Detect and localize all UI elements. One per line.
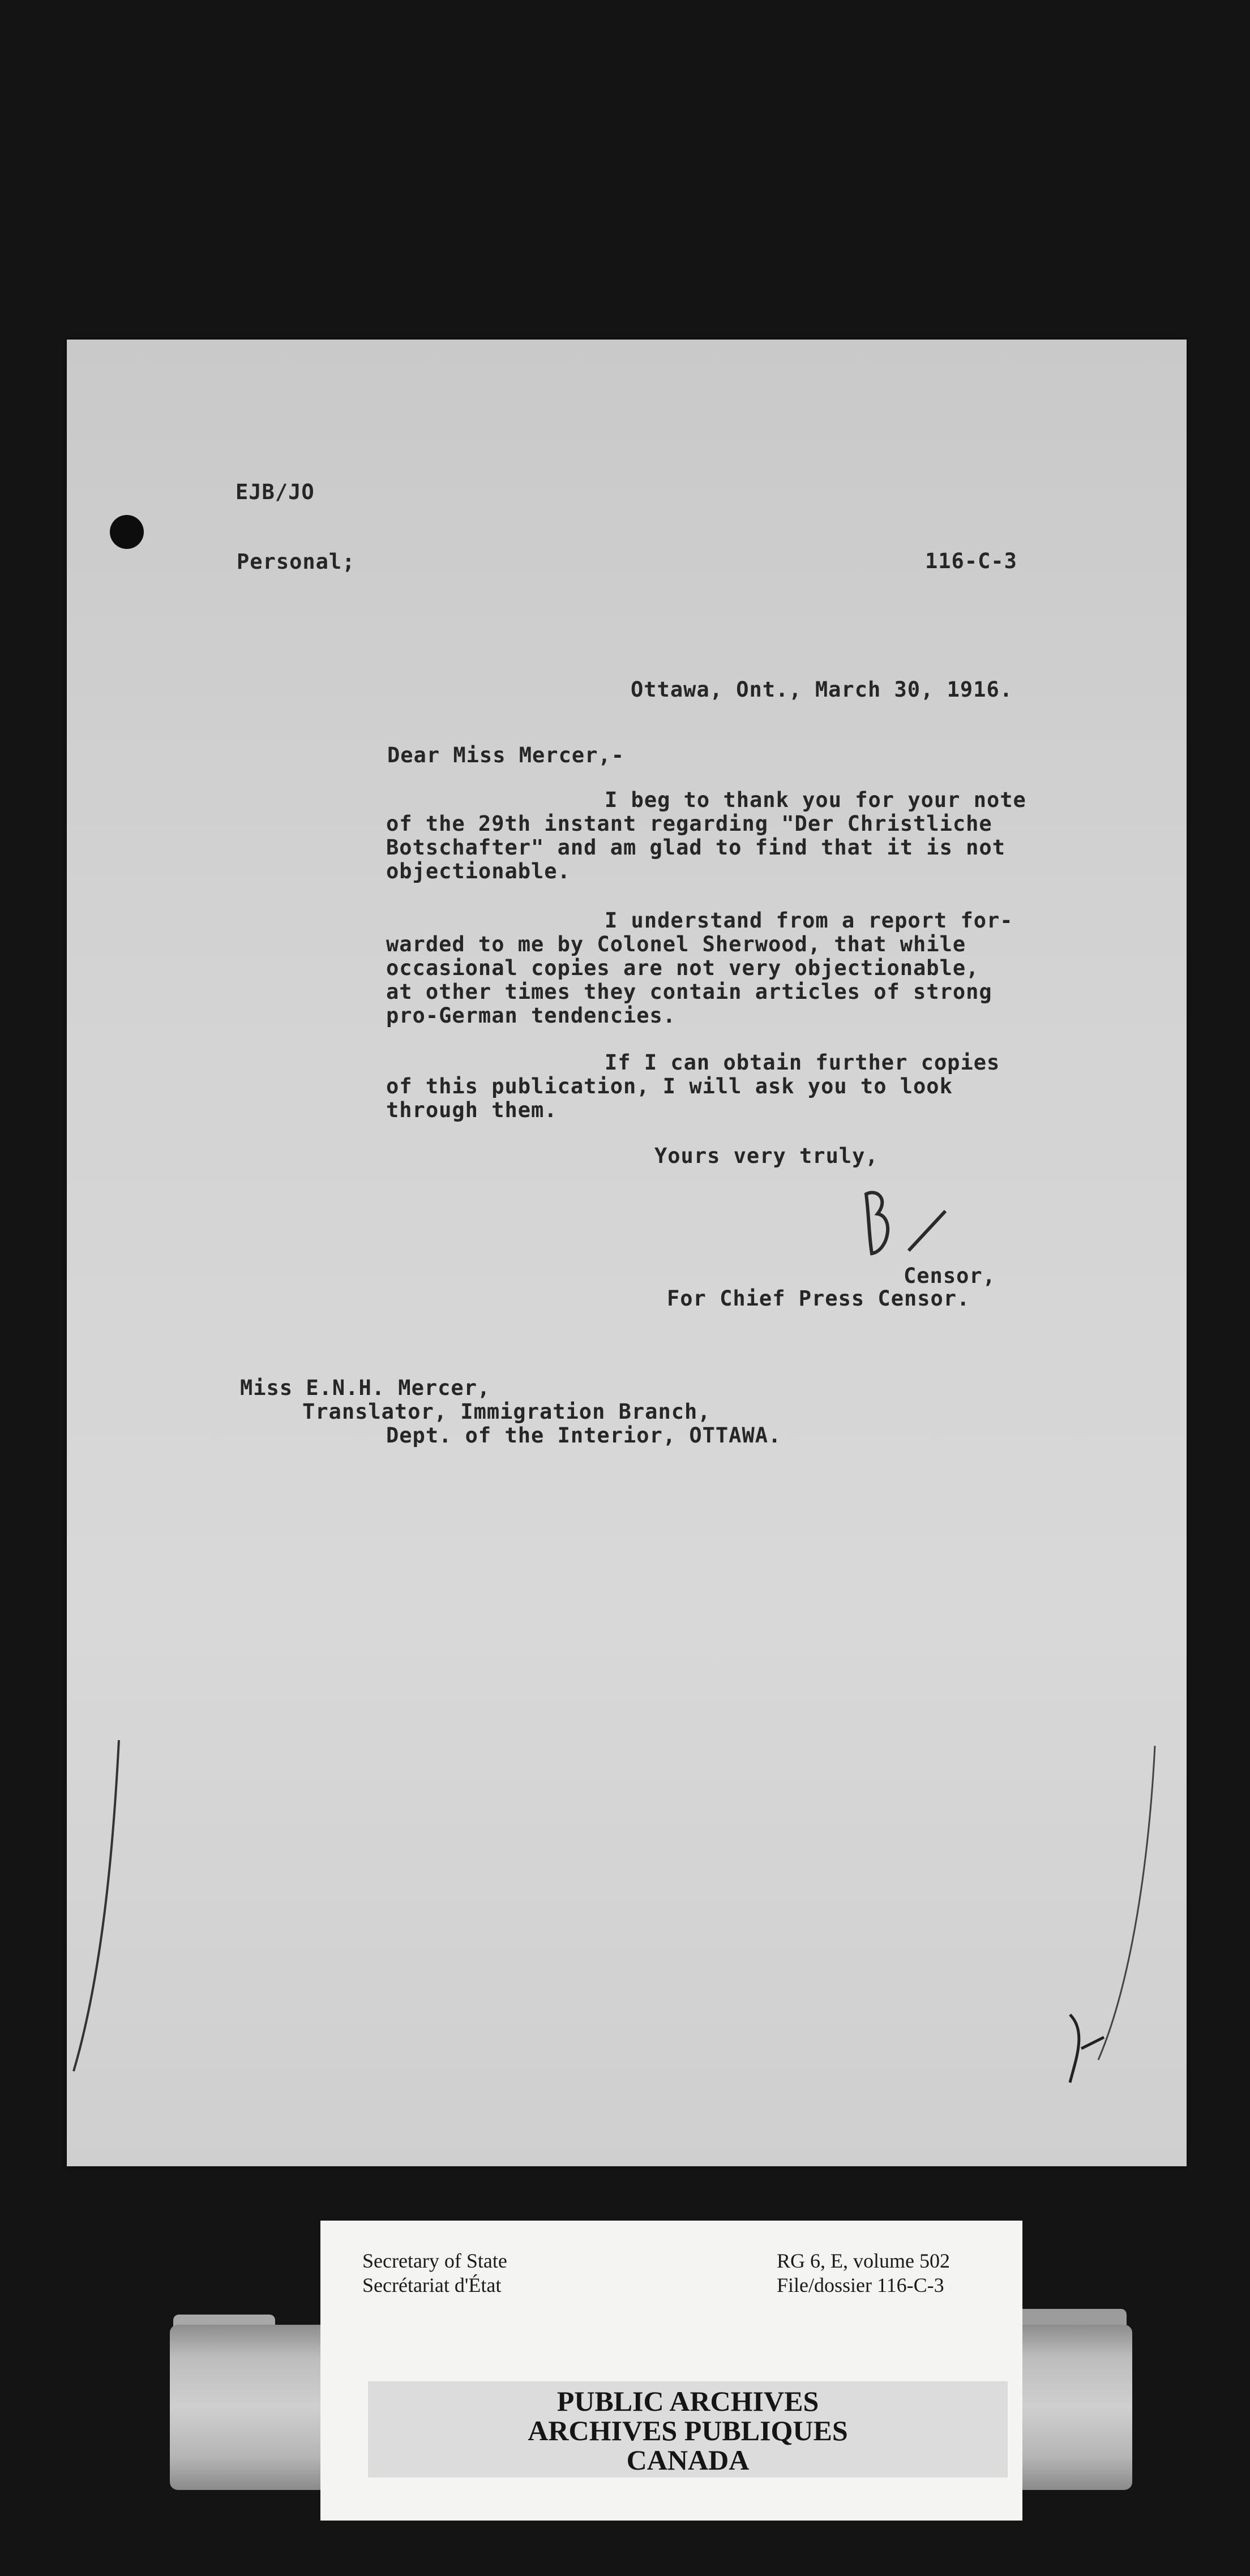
paragraph-line: pro-German tendencies. [386,1003,677,1028]
signature-title-2: For Chief Press Censor. [667,1286,970,1311]
stamp-line: ARCHIVES PUBLIQUES [528,2415,848,2446]
paragraph-line: Botschafter" and am glad to find that it is not [386,835,1005,860]
file-number: 116-C-3 [925,549,1017,573]
recipient-line: Dept. of the Interior, OTTAWA. [386,1423,782,1448]
recipient-line: Miss E.N.H. Mercer, [240,1376,491,1400]
signature-title-1: Censor, [904,1264,996,1288]
archive-reference: RG 6, E, volume 502 [777,2249,950,2272]
paragraph-line: through them. [386,1098,558,1122]
department-fr: Secrétariat d'État [362,2274,502,2296]
place-date: Ottawa, Ont., March 30, 1916. [631,677,1013,702]
salutation: Dear Miss Mercer,- [387,743,624,767]
paragraph-line: at other times they contain articles of strong [386,980,992,1004]
paragraph-line: I understand from a report for- [605,908,1013,933]
classification: Personal; [237,549,356,574]
closing: Yours very truly, [654,1144,879,1168]
paragraph-line: objectionable. [386,859,571,883]
punch-hole [110,515,144,549]
recipient-block [240,1376,781,1448]
paragraph-line: of this publication, I will ask you to look [386,1074,953,1098]
archive-file: File/dossier 116-C-3 [777,2274,944,2296]
paragraph-line: of the 29th instant regarding "Der Christliche [386,812,992,836]
paragraph-line: If I can obtain further copies [605,1050,1000,1075]
handwritten-initials [855,1183,957,1268]
letter-page [67,340,1187,2166]
paragraph-1 [386,788,1026,883]
paragraph-2 [386,909,1013,1028]
left-margin-stroke [68,1737,130,2077]
department-en: Secretary of State [362,2249,507,2272]
paragraph-3 [386,1051,1000,1122]
paragraph-line: I beg to thank you for your note [605,788,1026,812]
paragraph-line: occasional copies are not very objectionable, [386,956,979,980]
stamp-line: CANADA [626,2444,750,2476]
reference-initials: EJB/JO [236,480,315,504]
right-margin-marks [1064,1743,1178,2105]
paragraph-line: warded to me by Colonel Sherwood, that while [386,932,966,956]
recipient-line: Translator, Immigration Branch, [302,1399,711,1424]
public-archives-stamp [368,2381,1008,2478]
stamp-line: PUBLIC ARCHIVES [556,2385,819,2417]
